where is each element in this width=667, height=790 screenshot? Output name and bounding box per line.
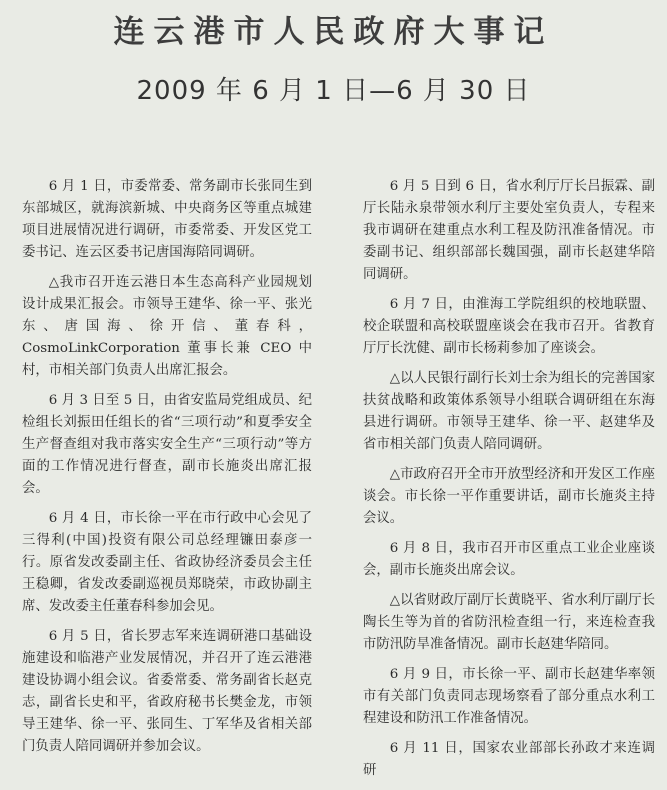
page-title: 连云港市人民政府大事记 (113, 14, 554, 50)
event-paragraph: 6 月 9 日，市长徐一平、副市长赵建华率领市有关部门负责同志现场察看了部分重点水利工程建设和防汛工作准备情况。 (363, 667, 655, 726)
event-paragraph: 6 月 11 日，国家农业部部长孙政才来连调研 (363, 741, 655, 778)
event-paragraph: △市政府召开全市开放型经济和开发区工作座谈会。市长徐一平作重要讲话，副市长施炎主持会议。 (363, 467, 655, 526)
event-paragraph: 6 月 5 日到 6 日，省水利厅厅长吕振霖、副厅长陆永泉带领水利厅主要处室负责人，专程来我市调研在建重点水利工程及防汛准备情况。市委副书记、组织部部长魏国强，副市长赵建华陪同调研。 (363, 179, 655, 282)
event-paragraph: △以省财政厅副厅长黄晓平、省水利厅副厅长陶长生等为首的省防汛检查组一行，来连检查我市防汛防旱准备情况。副市长赵建华陪同。 (363, 593, 655, 652)
event-paragraph: 6 月 8 日，我市召开市区重点工业企业座谈会，副市长施炎出席会议。 (363, 541, 655, 578)
date-range-subtitle: 2009 年 6 月 1 日—6 月 30 日 (136, 76, 531, 106)
event-paragraph: △以人民银行副行长刘士余为组长的完善国家扶贫战略和政策体系领导小组联合调研组在东海县进行调研。市领导王建华、徐一平、赵建华及省市相关部门负责人陪同调研。 (363, 371, 655, 452)
left-column (22, 176, 312, 766)
event-paragraph: 6 月 1 日，市委常委、常务副市长张同生到东部城区，就海滨新城、中央商务区等重点城建项目进展情况进行调研，市委常委、开发区党工委书记、连云区委书记唐国海陪同调研。 (22, 179, 312, 260)
event-paragraph: 6 月 4 日，市长徐一平在市行政中心会见了三得利(中国)投资有限公司总经理镰田泰彦一行。原省发改委副主任、省政协经济委员会主任王稳卿，省发改委副巡视员郑晓荣，市政协副主席、发改委主任董春科参加会见。 (22, 511, 312, 614)
event-paragraph: 6 月 3 日至 5 日，由省安监局党组成员、纪检组长刘振田任组长的省“三项行动”和夏季安全生产督查组对我市落实安全生产“三项行动”等方面的工作情况进行督查，副市长施炎出席汇报会。 (22, 393, 312, 496)
event-paragraph: 6 月 5 日，省长罗志军来连调研港口基础设施建设和临港产业发展情况，并召开了连云港港建设协调小组会议。省委常委、常务副省长赵克志，副省长史和平，省政府秘书长樊金龙，市领导王建华、徐一平、张同生、丁军华及省相关部门负责人陪同调研并参加会议。 (22, 629, 312, 754)
event-paragraph: △我市召开连云港日本生态高科产业园规划设计成果汇报会。市领导王建华、徐一平、张光东、唐国海、徐开信、董春科，CosmoLinkCorporation 董事长兼 CEO 中村，市相关部门负责人出席汇报会。 (22, 275, 312, 378)
event-paragraph: 6 月 7 日，由淮海工学院组织的校地联盟、校企联盟和高校联盟座谈会在我市召开。省教育厅厅长沈健、副市长杨莉参加了座谈会。 (363, 297, 655, 356)
right-column (363, 176, 655, 790)
